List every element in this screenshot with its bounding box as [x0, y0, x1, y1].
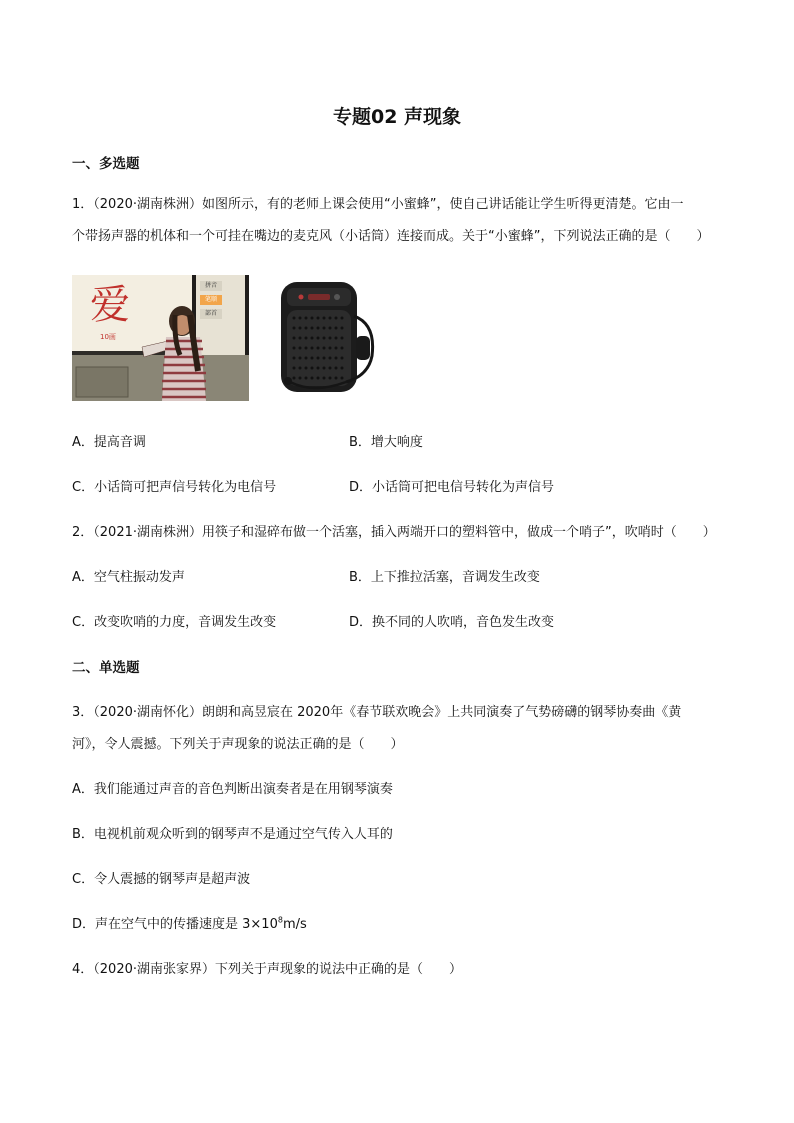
question-1-option-b: B．增大响度	[349, 435, 423, 450]
question-2-option-a: A．空气柱振动发声	[72, 570, 185, 585]
board-button-radical: 部首	[200, 309, 222, 319]
question-3-option-b: B．电视机前观众听到的钢琴声不是通过空气传入人耳的	[72, 827, 393, 842]
amplifier-illustration	[254, 276, 382, 400]
board-button-stroke-order: 笔顺	[200, 295, 222, 305]
board-stroke-count: 10画	[100, 333, 116, 341]
question-3-option-d-exponent: 8	[277, 915, 283, 925]
question-3-text-line-2: 河》，令人震撼。下列关于声现象的说法正确的是（ ）	[72, 737, 404, 752]
question-1-text-line-2: 个带扬声器的机体和一个可挂在嘴边的麦克风（小话筒）连接而成。关于“小蜜蜂”，下列说法正确的是（ ）	[72, 229, 710, 244]
page-title: 专题02 声现象	[332, 106, 462, 128]
question-3-option-d-unit: m/s	[282, 917, 307, 932]
section-heading-single-choice: 二、单选题	[72, 660, 140, 676]
question-1-option-c: C．小话筒可把声信号转化为电信号	[72, 480, 277, 495]
question-4-text: 4．（2020·湖南张家界）下列关于声现象的说法中正确的是（ ）	[72, 962, 462, 977]
question-2-text: 2．（2021·湖南株洲）用筷子和湿碎布做一个活塞，插入两端开口的塑料管中，做成一个哨子”，吹哨时（ ）	[72, 525, 716, 540]
question-1-option-a: A．提高音调	[72, 435, 146, 450]
board-chinese-character: 爱	[90, 282, 130, 328]
board-button-pinyin: 拼音	[200, 281, 222, 291]
section-heading-multiple-choice: 一、多选题	[72, 156, 140, 172]
question-3-option-c: C．令人震撼的钢琴声是超声波	[72, 872, 251, 887]
question-3-option-a: A．我们能通过声音的音色判断出演奏者是在用钢琴演奏	[72, 782, 393, 797]
question-3-text-line-1: 3．（2020·湖南怀化）朗朗和高昱宸在 2020年《春节联欢晚会》上共同演奏了气势磅礴的钢琴协奏曲《黄	[72, 705, 682, 720]
question-1-text-line-1: 1．（2020·湖南株洲）如图所示，有的老师上课会使用“小蜜蜂”，使自己讲话能让学生听得更清楚。它由一	[72, 197, 684, 212]
teacher-photo	[72, 275, 249, 401]
amplifier-photo	[254, 276, 382, 400]
question-1-option-d: D．小话筒可把电信号转化为声信号	[349, 480, 555, 495]
question-2-option-d: D．换不同的人吹哨，音色发生改变	[349, 615, 555, 630]
question-3-option-d-prefix: D．声在空气中的传播速度是 3×10	[72, 917, 278, 932]
question-2-option-b: B．上下推拉活塞，音调发生改变	[349, 570, 540, 585]
question-3-option-d	[72, 916, 307, 934]
question-2-option-c: C．改变吹哨的力度，音调发生改变	[72, 615, 277, 630]
